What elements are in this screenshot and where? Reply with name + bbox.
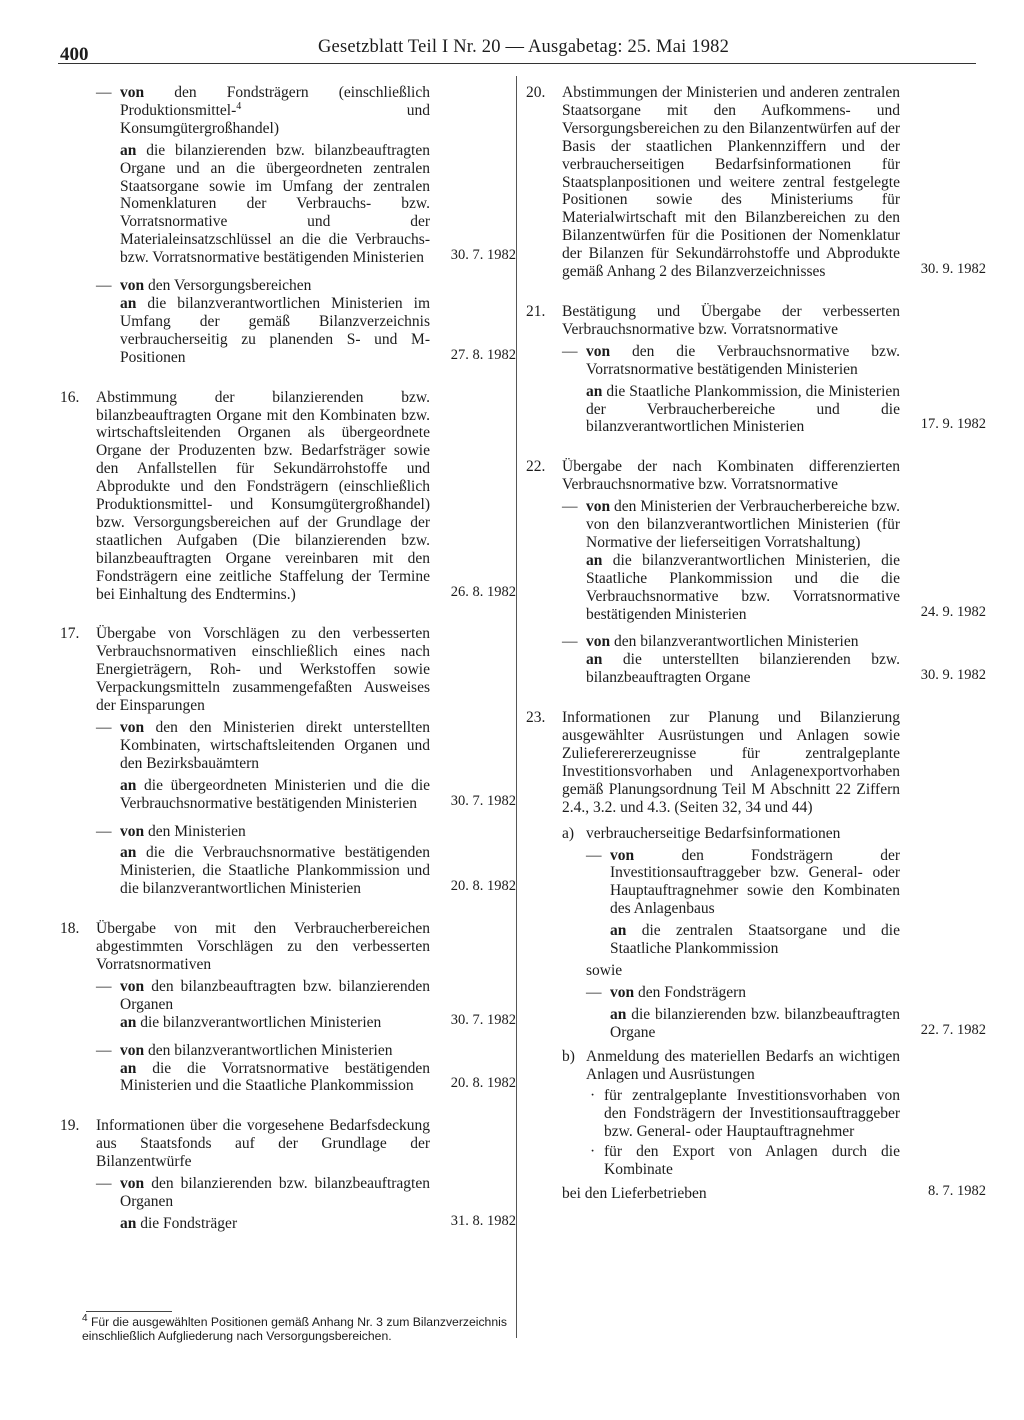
item-number: 17. (60, 625, 80, 643)
from-text: den die Verbrauchsnormative bzw. Vorratsnormative bestätigenden Ministerien (586, 342, 901, 378)
to-text: die übergeordneten Ministerien und die die Verbrauchsnormative bestätigenden Ministerien (120, 776, 431, 812)
right-column (526, 84, 986, 1203)
item-15-dash-1 (96, 84, 516, 267)
an-keyword: an (120, 294, 137, 312)
to-text: die Staatliche Plankommission, die Ministerien der Verbraucherbereiche und die bilanzverantwortlichen Ministerien (586, 382, 901, 436)
item-number: 23. (526, 709, 546, 727)
dash-marker: — (96, 719, 112, 736)
item-23-b (562, 1048, 986, 1203)
an-keyword: an (120, 776, 137, 794)
from-text: den den Ministerien direkt unterstellten Kombinaten, wirtschaftsleitenden Organen und den Bezirksbauämtern (120, 719, 430, 772)
item-number: 21. (526, 302, 546, 320)
from-text: den Ministerien (148, 822, 246, 840)
to-text: die bilanzverantwortlichen Ministerien im Umfang der gemäß Bilanzverzeichnis verbraucherseitig zu planenden S- und M-Positionen (120, 294, 430, 366)
from-text: den bilanzbeauftragten bzw. bilanzierenden Organen (120, 977, 430, 1013)
von-keyword: von (610, 846, 635, 864)
item-17 (60, 625, 516, 898)
von-keyword: von (610, 983, 635, 1001)
deadline-date: 24. 9. 1982 (920, 603, 986, 620)
bullet-marker: · (590, 1087, 596, 1105)
to-text: die bilanzverantwortlichen Ministerien, die Staatliche Plankommission und die die Verbrauchsnormative bzw. Vorratsnormative bestätigenden Ministerien (586, 551, 901, 623)
von-keyword: von (120, 277, 145, 295)
to-text: die die Verbrauchsnormative bestätigenden Ministerien, die Staatliche Plankommission und die bilanzverantwortlichen Ministerien (120, 844, 430, 898)
item-number: 22. (526, 458, 546, 476)
deadline-date: 30. 7. 1982 (450, 792, 516, 809)
item-text: Übergabe von Vorschlägen zu den verbesserten Verbrauchsnormativen einschließlich eines nach Energieträgern, Roh- und Werkstoffen sowie Verpackungsmitteln zusammengefaßten Ausweises der Einsparungen (96, 625, 430, 715)
dash-marker: — (586, 846, 602, 864)
bei-text: bei den Lieferbetrieben (562, 1184, 707, 1202)
item-22-dash-2 (562, 633, 986, 687)
deadline-date: 31. 8. 1982 (450, 1212, 516, 1229)
bullet-marker: · (590, 1143, 596, 1161)
to-text: die die Vorratsnormative bestätigenden Ministerien und die Staatliche Plankommission (120, 1059, 431, 1095)
to-text: die bilanzierenden bzw. bilanzbeauftragten Organe (610, 1005, 900, 1041)
page-header-title: Gesetzblatt Teil I Nr. 20 — Ausgabetag: 25. Mai 1982 (318, 37, 730, 57)
footnote-text: Für die ausgewählten Positionen gemäß Anhang Nr. 3 zum Bilanzverzeichnis einschließlich Aufgliederung nach Versorgungsbereichen. (82, 1315, 507, 1343)
deadline-date: 30. 9. 1982 (920, 261, 986, 278)
item-18-dash-2 (96, 1042, 516, 1096)
to-text: die unterstellten bilanzierenden bzw. bilanzbeauftragten Organe (586, 651, 900, 687)
item-number: 18. (60, 920, 80, 938)
deadline-date: 30. 9. 1982 (920, 667, 986, 684)
footnote-mark: 4 (82, 1312, 88, 1324)
von-keyword: von (586, 498, 611, 516)
an-keyword: an (120, 1013, 137, 1031)
to-text: die bilanzierenden bzw. bilanzbeauftragten Organe und an die übergeordneten zentralen Staatsorgane sowie im Umfang der zentralen Nomenklaturen der Verbrauchs- bzw. Vorratsnormative und der Materialeinsatzschlüssel an die die Verbrauchs- bzw. Vorratsnormative bestätigenden Ministerien (120, 141, 430, 267)
von-keyword: von (120, 822, 145, 840)
item-21 (526, 303, 986, 436)
an-keyword: an (586, 651, 603, 669)
deadline-date: 30. 7. 1982 (450, 1011, 516, 1028)
deadline-date: 17. 9. 1982 (920, 416, 986, 433)
deadline-date: 30. 7. 1982 (450, 247, 516, 264)
footnote-ref: 4 (236, 100, 242, 112)
bullet-text: für zentralgeplante Investitionsvorhaben von den Fondsträgern der Investitionsauftraggeber bzw. General- oder Hauptauftragnehmer (604, 1087, 900, 1141)
item-number: 16. (60, 388, 80, 406)
von-keyword: von (120, 84, 145, 101)
item-17-dash-1 (96, 719, 516, 813)
deadline-date: 20. 8. 1982 (450, 1075, 516, 1092)
an-keyword: an (120, 1059, 137, 1077)
from-text: den Versorgungsbereichen (148, 277, 312, 295)
item-text: Abstimmungen der Ministerien und anderen zentralen Staatsorgane mit den Aufkommens- und Versorgungsbereichen zu den Bilanzentwürfen auf der Basis der staatlichen Plankennziffern und der verbraucherseitigen Bedarfsinformationen für Staatsplanpositionen und weitere zentral festgelegte Positionen sowie des Ministeriums für Materialwirtschaft mit den Bilanzbereichen zu den Bilanzentwürfen für die Positionen der Nomenklatur der Bilanzen für Sekundärrohstoffe und Abprodukte gemäß Anhang 2 des Bilanzverzeichnisses (562, 84, 900, 281)
column-divider (516, 76, 517, 1338)
dash-marker: — (96, 277, 112, 295)
item-21-dash-1 (562, 343, 986, 437)
footnote-rule (86, 1311, 172, 1312)
sub-text: verbraucherseitige Bedarfsinformationen (586, 824, 841, 842)
from-text: den Fondsträgern (einschließlich Produktionsmittel- (120, 84, 430, 119)
to-text: die Fondsträger (140, 1214, 238, 1232)
item-text: Abstimmung der bilanzierenden bzw. bilanzbeauftragten Organe mit den Kombinaten bzw. wirtschaftsleitenden Organen als übergeordnete Organe der Produzenten bzw. Bedarfsträger sowie den Anfallstellen für Sekundärrohstoffe und Abprodukte und den Fondsträgern (einschließlich Produktionsmittel- und Konsumgütergroßhandel) bzw. Versorgungsbereichen auf der Grundlage der staatlichen Aufgaben (Die bilanzierenden bzw. bilanzbeauftragten Organe vereinbaren mit den Fondsträgern eine zeitliche Staffelung der Termine bei Einhaltung des Endtermins.) (96, 388, 430, 603)
deadline-date: 8. 7. 1982 (928, 1182, 986, 1199)
item-15-dash-2 (96, 277, 516, 367)
item-23-a (562, 825, 986, 1042)
item-text: Bestätigung und Übergabe der verbesserten Verbrauchsnormative bzw. Vorratsnormative (562, 302, 900, 338)
header-rule (58, 63, 976, 64)
von-keyword: von (586, 342, 611, 360)
dash-marker: — (96, 1041, 112, 1059)
from-text: den bilanzverantwortlichen Ministerien (148, 1041, 393, 1059)
dash-marker: — (562, 498, 578, 516)
dash-marker: — (96, 1175, 112, 1193)
item-text: Übergabe von mit den Verbraucherbereichen abgestimmten Vorschlägen zu den verbesserten Vorratsnormativen (96, 920, 430, 973)
item-17-dash-2 (96, 823, 516, 899)
to-text: die bilanzverantwortlichen Ministerien (140, 1013, 382, 1031)
dash-marker: — (586, 983, 602, 1001)
an-keyword: an (586, 551, 603, 569)
von-keyword: von (120, 977, 145, 995)
sub-text: Anmeldung des materiellen Bedarfs an wichtigen Anlagen und Ausrüstungen (586, 1047, 900, 1083)
from-text-cont: und Konsumgütergroßhandel) (120, 101, 430, 137)
item-16 (60, 389, 516, 604)
von-keyword: von (120, 1175, 145, 1193)
sub-label: b) (562, 1047, 575, 1065)
item-18-dash-1 (96, 978, 516, 1032)
dash-marker: — (96, 822, 112, 840)
item-19 (60, 1117, 516, 1232)
footnote (82, 1312, 522, 1343)
from-text: den Fondsträgern (638, 983, 747, 1001)
bullet-text: für den Export von Anlagen durch die Kombinate (604, 1143, 900, 1179)
item-text: Übergabe der nach Kombinaten differenzierten Verbrauchsnormative bzw. Vorratsnormative (562, 458, 900, 494)
from-text: den Ministerien der Verbraucherbereiche bzw. von den bilanzverantwortlichen Ministerien (für Normative der lieferseitigen Vorratshaltung) (586, 498, 900, 551)
an-keyword: an (610, 922, 627, 940)
left-column (60, 84, 516, 1233)
sub-label: a) (562, 824, 575, 842)
sowie-text: sowie (586, 961, 623, 979)
item-text: Informationen über die vorgesehene Bedarfsdeckung aus Staatsfonds auf der Grundlage der Bilanzentwürfe (96, 1117, 430, 1171)
item-23 (526, 709, 986, 1203)
von-keyword: von (586, 633, 611, 651)
deadline-date: 26. 8. 1982 (450, 583, 516, 600)
deadline-date: 20. 8. 1982 (450, 878, 516, 895)
item-text: Informationen zur Planung und Bilanzierung ausgewählter Ausrüstungen und Anlagen sowie Zulieferererzeugnisse für zentralgeplante Investitionsvorhaben und Anlagenexportvorhaben gemäß Planungsordnung Teil M Abschnitt 22 Ziffern 2.4., 3.2. und 4.3. (Seiten 32, 34 und 44) (562, 709, 900, 816)
page-number: 400 (60, 44, 89, 65)
dash-marker: — (96, 84, 112, 101)
an-keyword: an (610, 1005, 627, 1023)
deadline-date: 27. 8. 1982 (450, 346, 516, 363)
von-keyword: von (120, 719, 145, 736)
item-19-dash-1 (96, 1175, 516, 1233)
deadline-date: 22. 7. 1982 (920, 1021, 986, 1038)
an-keyword: an (120, 844, 137, 862)
dash-marker: — (562, 633, 578, 651)
von-keyword: von (120, 1041, 145, 1059)
item-20 (526, 84, 986, 281)
an-keyword: an (586, 382, 603, 400)
dash-marker: — (562, 342, 578, 360)
dash-marker: — (96, 977, 112, 995)
item-22 (526, 458, 986, 687)
an-keyword: an (120, 141, 137, 159)
from-text: den bilanzverantwortlichen Ministerien (614, 633, 859, 651)
from-text: den bilanzierenden bzw. bilanzbeauftragten Organen (120, 1175, 430, 1210)
to-text: die zentralen Staatsorgane und die Staatliche Plankommission (610, 922, 900, 958)
item-number: 20. (526, 84, 546, 101)
item-number: 19. (60, 1117, 80, 1135)
item-18 (60, 920, 516, 1095)
item-22-dash-1 (562, 498, 986, 623)
from-text: den Fondsträgern der Investitionsauftraggeber bzw. General- oder Hauptauftragnehmer sowie den Kombinaten des Anlagenbaus (610, 846, 901, 918)
an-keyword: an (120, 1214, 137, 1232)
